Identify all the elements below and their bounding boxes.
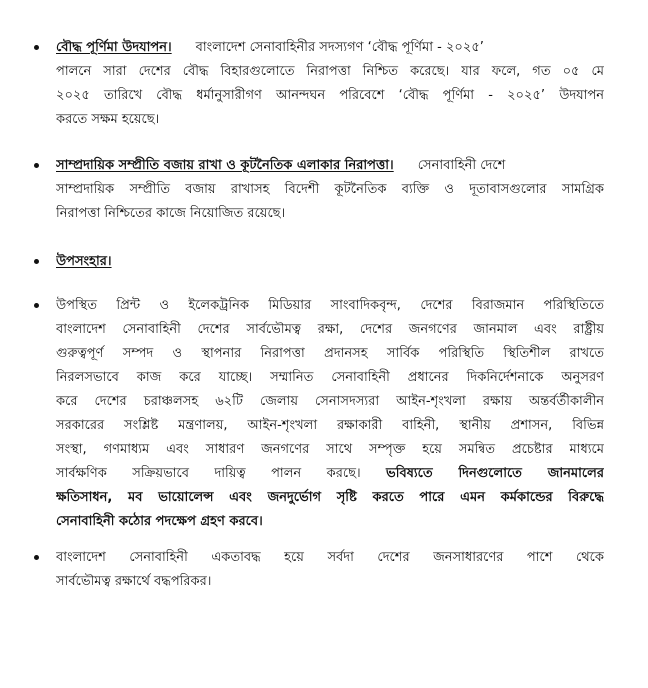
list-item-sovereignty <box>56 546 604 594</box>
item-text: সংস্থা, গণমাধ্যম এবং সাধারণ জনগণের সাথে সম্পৃক্ত হয়ে সমন্বিত প্রচেষ্টার মাধ্যমে <box>56 442 604 457</box>
item-text: সার্বভৌমত্ব রক্ষার্থে বদ্ধপরিকর। <box>56 574 212 589</box>
bullet-icon <box>34 555 39 560</box>
list-item-media-address <box>56 294 604 534</box>
line-1 <box>56 36 604 60</box>
item-text: বাংলাদেশ সেনাবাহিনী একতাবদ্ধ হয়ে সর্বদা দেশের জনসাধারণের পাশে থেকে <box>56 550 604 565</box>
item-text: সেনাবাহিনী দেশে <box>417 158 506 173</box>
item-text-bold: ভবিষ্যতে দিনগুলোতে জানমালের <box>386 466 604 481</box>
item-text-bold: সেনাবাহিনী কঠোর পদক্ষেপ গ্রহণ করবে। <box>56 514 263 529</box>
line-1 <box>56 154 604 178</box>
item-heading: বৌদ্ধ পূর্ণিমা উদযাপন। <box>56 40 172 55</box>
item-text-bold: ক্ষতিসাধন, মব ভায়োলেন্স এবং জনদুর্ভোগ সৃষ্টি করতে পারে এমন কর্মকান্ডের বিরুদ্ধে <box>56 490 604 505</box>
item-text: করে দেশের চরাঞ্চলসহ ৬২টি জেলায় সেনাসদস্যরা আইন-শৃংখলা রক্ষায় অন্তর্বর্তীকালীন <box>56 394 604 409</box>
bullet-icon <box>34 163 39 168</box>
item-text: করতে সক্ষম হয়েছে। <box>56 112 160 127</box>
item-text: উপস্থিত প্রিন্ট ও ইলেকট্রনিক মিডিয়ার সাংবাদিকবৃন্দ, দেশের বিরাজমান পরিস্থিতিতে <box>56 298 604 313</box>
bullet-icon <box>34 259 39 264</box>
item-text: সাম্প্রদায়িক সম্প্রীতি বজায় রাখাসহ বিদেশী কূটনৈতিক ব্যক্তি ও দূতাবাসগুলোর সামগ্রিক <box>56 182 604 197</box>
item-text: গুরুত্বপূর্ণ সম্পদ ও স্থাপনার নিরাপত্তা প্রদানসহ সার্বিক পরিস্থিতি স্থিতিশীল রাখতে <box>56 346 604 361</box>
bullet-icon <box>34 303 39 308</box>
list-item-conclusion <box>56 250 604 274</box>
item-heading: উপসংহার। <box>56 254 112 269</box>
item-text: পালনে সারা দেশের বৌদ্ধ বিহারগুলোতে নিরাপত্তা নিশ্চিত করেছে। যার ফলে, গত ০৫ মে <box>56 64 604 79</box>
item-text: সার্বক্ষণিক সক্রিয়ভাবে দায়িত্ব পালন করছে। <box>56 466 361 481</box>
item-text: বাংলাদেশ সেনাবাহিনীর সদস্যগণ ‘বৌদ্ধ পূর্ণিমা - ২০২৫’ <box>195 40 484 55</box>
list-item-buddha-purnima <box>56 36 604 132</box>
item-text: ২০২৫ তারিখে বৌদ্ধ ধর্মানুসারীগণ আনন্দঘন পরিবেশে ‘বৌদ্ধ পূর্ণিমা - ২০২৫’ উদযাপন <box>56 88 604 103</box>
line-8 <box>56 462 604 486</box>
item-text: বাংলাদেশ সেনাবাহিনী দেশের সার্বভৌমত্ব রক্ষা, দেশের জনগণের জানমাল এবং রাষ্ট্রীয় <box>56 322 604 337</box>
item-heading: সাম্প্রদায়িক সম্প্রীতি বজায় রাখা ও কূটনৈতিক এলাকার নিরাপত্তা। <box>56 158 394 173</box>
line-1 <box>56 250 604 274</box>
item-text: নিরাপত্তা নিশ্চিতের কাজে নিয়োজিত রয়েছে। <box>56 206 286 221</box>
item-text: নিরলসভাবে কাজ করে যাচ্ছে। সম্মানিত সেনাবাহিনী প্রধানের দিকনির্দেশনাকে অনুসরণ <box>56 370 604 385</box>
item-text: সরকারের সংশ্লিষ্ট মন্ত্রণালয়, আইন-শৃংখলা রক্ষাকারী বাহিনী, স্থানীয় প্রশাসন, বিভিন্ন <box>56 418 604 433</box>
bullet-icon <box>34 45 39 50</box>
list-item-communal-harmony <box>56 154 604 226</box>
